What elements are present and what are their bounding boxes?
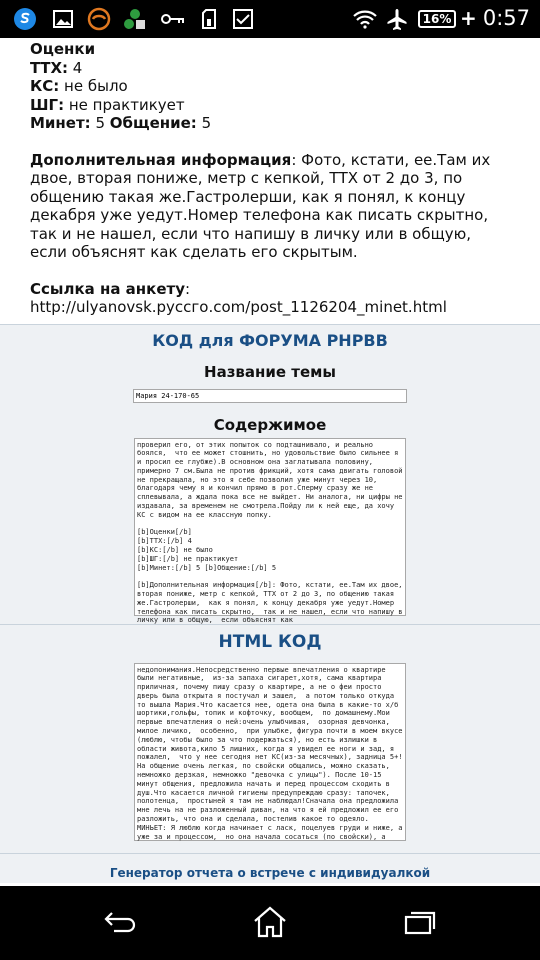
- ks-value: не было: [59, 77, 128, 95]
- page-content: [0, 38, 540, 886]
- footer: [0, 853, 540, 883]
- checkbox-icon: [232, 8, 254, 30]
- back-icon[interactable]: [100, 904, 140, 940]
- ratings-title: Оценки: [30, 40, 96, 58]
- html-code-title: HTML КОД: [218, 631, 322, 652]
- profile-link-colon: :: [185, 279, 191, 298]
- obshenie-value: 5: [196, 114, 212, 132]
- minet-value: 5: [90, 114, 110, 132]
- gallery-icon: [52, 8, 74, 30]
- key-icon: [162, 8, 184, 30]
- obshenie-label: Общение:: [109, 114, 197, 132]
- ttx-value: 4: [68, 58, 83, 77]
- clock: 0:57: [482, 6, 530, 30]
- s-app-icon: [14, 8, 36, 30]
- profile-link-url[interactable]: http://ulyanovsk.руссго.com/post_1126204_minet.html: [30, 298, 447, 316]
- forum-code-textarea[interactable]: проверил его, от этих попыток со подташнивало, и реально боялся, что ее может стошнить, но удовольствие было сильнее я и просил ее глубже).В основном она заглатывала половину, примерно 7 см.Была не против фрикций, хотя сама двигать головой не прекращала, но это я себе позволил уже минут через 10, благодаря чему я и кончил прямо в рот.Сперму сразу же не сплевывала, а ждала пока все не выйдет. Ни аналога, ни цифры не издавала, за временем не смотрела.Пойду ли к ней еще, да хочу КС с видом на ее классную попку. [b]Оценки[/b] [b]ТТХ:[/b] 4 [b]КС:[/b] не было [b]ШГ:[/b] не практикует [b]Минет:[/b] 5 [b]Общение:[/b] 5 [b]Дополнительная информация[/b]: Фото, кстати, ее.Там их двое, вторая пониже, метр с кепкой, ТТХ от 2 до 3, по общению такая же.Гастролерши, как я понял, к концу декабря уже уедут.Номер телефона как писать скрытно, так и не нашел, если что напишу в личку или в общую, если объяснят как: [134, 438, 406, 616]
- forum-code-section: [0, 324, 540, 624]
- puzzle-app-icon: [124, 8, 146, 30]
- battery-icon: 16%: [418, 10, 456, 28]
- content-label: Содержимое: [213, 415, 327, 434]
- topic-label: Название темы: [204, 362, 336, 381]
- navigation-bar: [0, 886, 540, 960]
- sd-card-icon: [198, 8, 220, 30]
- extra-info-label: Дополнительная информация: [30, 150, 292, 169]
- profile-link-label: Ссылка на анкету: [30, 279, 185, 298]
- html-code-section: [0, 624, 540, 853]
- ks-label: КС:: [30, 77, 60, 95]
- ttx-label: ТТХ:: [30, 58, 69, 77]
- airplane-icon: [386, 8, 408, 30]
- recent-apps-icon[interactable]: [400, 904, 440, 940]
- html-code-textarea[interactable]: недопонимания.Непосредственно первые впечатления о квартире были негативные, из-за запаха сигарет,хотя, сама квартира приличная, почему пишу сразу о квартире, а не о феи просто дверь была открыта я постучал и зашел, а потом только откуда то вышла Мария.Что касается нее, одета она была в какие-то х/б шортики,гольфы, топик и кофточку, вообщем, по домашнему.Мои первые впечатления о ней:очень улыбчивая, озорная девчонка, милое личико, особенно, при улыбке, фигура почти в моем вкусе (люблю, чтобы было за что подержаться), но есть излишки в области живота,кило 5 лишних, когда я увидел ее ноги и зад, я пожалел, что у нее сегодня нет КС(из-за месячных), задница 5+! На общение очень легкая, по свойски общались, можно сказать, немножко дерзкая, немножко "девочка с улицы"). После 10-15 минут общения, предложила начать и перед процессом сходить в душ.Что касается личной гигиены предупреждаю сразу: тапочек, полотенца, простыней я там не наблюдал!Сначала она предложила мне лечь на не разложенный диван, на что я ей предложил ее его разложить, что она и сделала, постелив какое то одеяло. МИНЬЕТ: Я люблю когда начинает с ласк, поцелуев груди и ниже, а уже за и процессом, но она начала сосаться (по свойски), а: [134, 663, 406, 841]
- status-bar: [0, 0, 540, 38]
- home-icon[interactable]: [250, 904, 290, 940]
- topic-input[interactable]: Мария 24-170-65: [133, 389, 407, 403]
- battery-charging-icon: +: [460, 6, 477, 30]
- minet-label: Минет:: [30, 114, 91, 132]
- report-generator-link[interactable]: Генератор отчета о встрече с индивидуалкой: [109, 865, 431, 880]
- shg-label: ШГ:: [30, 95, 65, 114]
- shg-value: не практикует: [64, 95, 185, 114]
- extra-info-text: : Фото, кстати, ее.Там их двое, вторая пониже, метр с кепкой, ТТХ от 2 до 3, по общению такая же.Гастролерши, как я понял, к концу декабря уже уедут.Номер телефона как писать скрытно, так и не нашел, если что напишу в личку или в общую, если объяснят как сделать его скрытым.: [30, 150, 491, 261]
- swirl-app-icon: [88, 8, 110, 30]
- forum-code-title: КОД для ФОРУМА PHPBB: [152, 330, 388, 350]
- wifi-icon: [354, 8, 376, 30]
- profile-block: [0, 38, 540, 317]
